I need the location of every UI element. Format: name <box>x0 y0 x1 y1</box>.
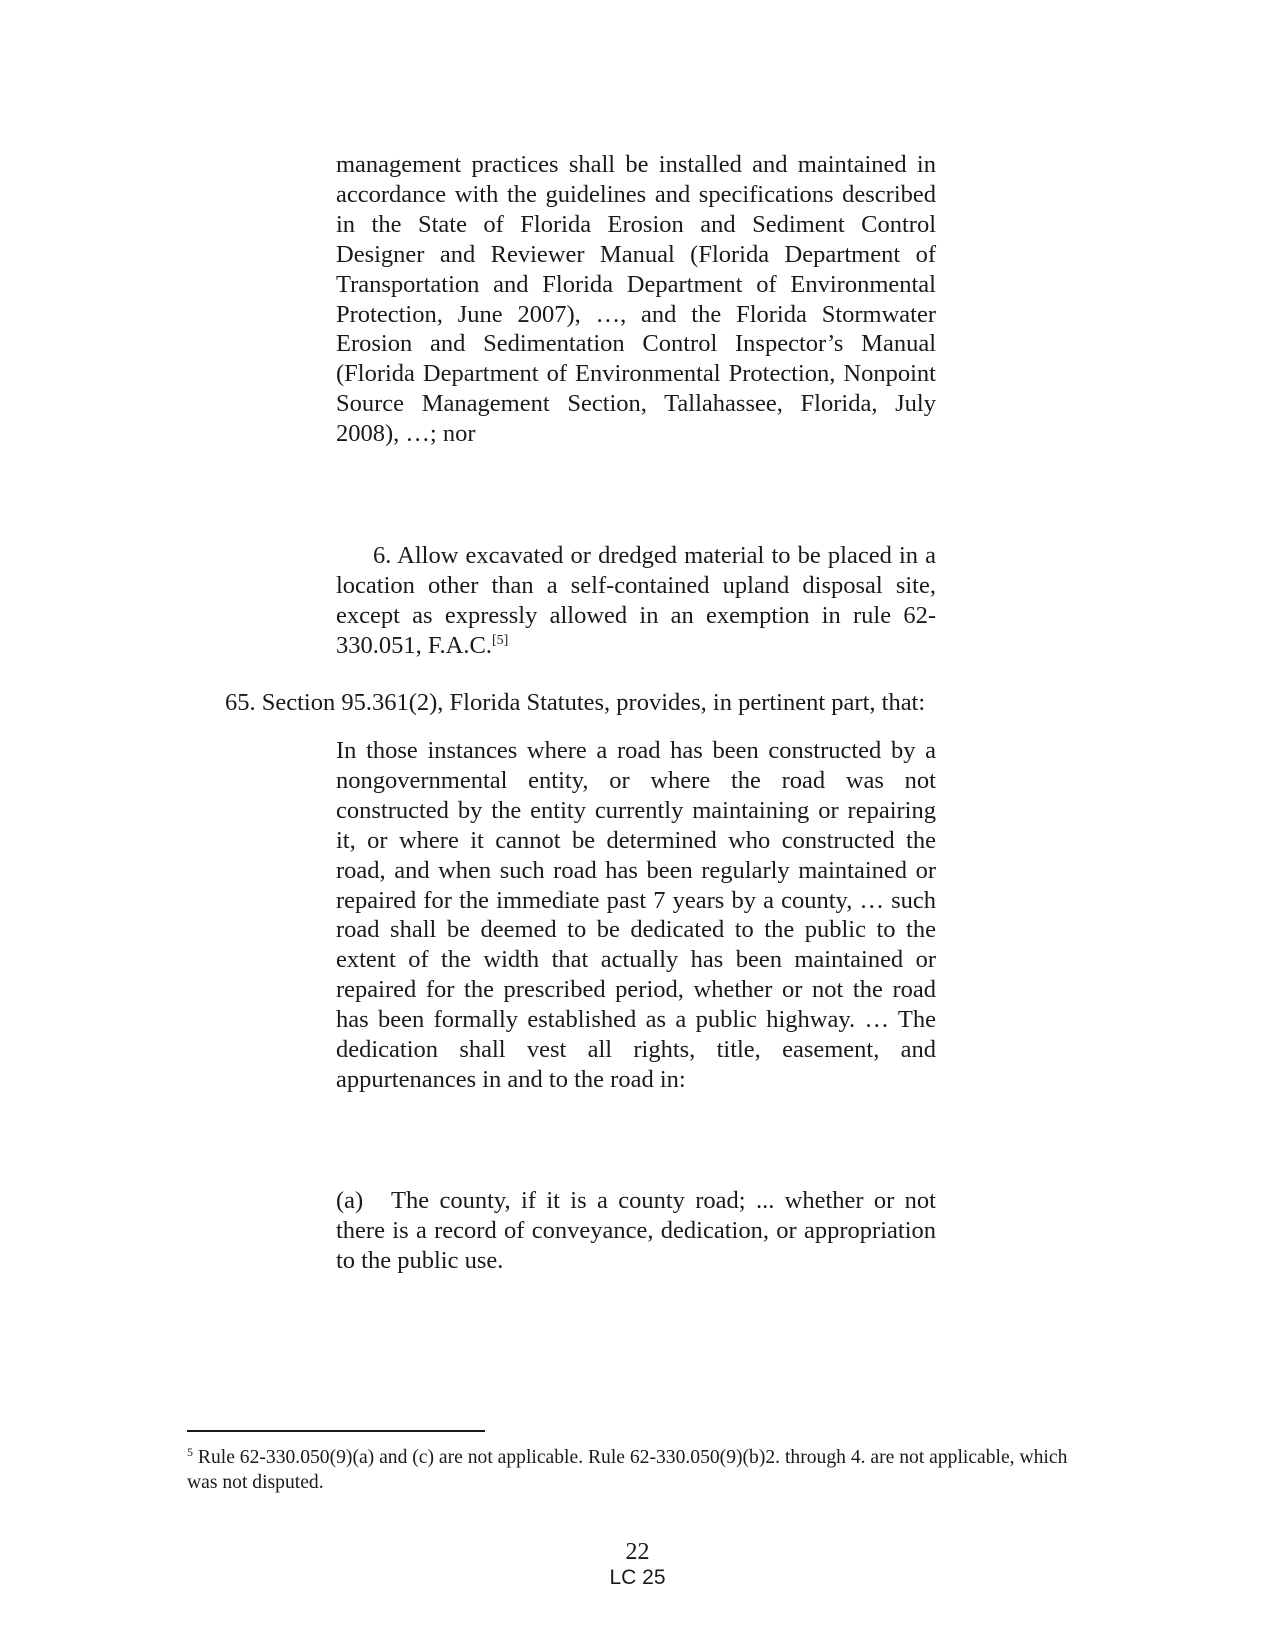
paragraph-65: 65. Section 95.361(2), Florida Statutes, provides, in pertinent part, that: <box>225 689 926 716</box>
block-quote-statute-item-a <box>336 1186 936 1276</box>
footnote-divider <box>187 1430 485 1432</box>
page-number: 22 <box>625 1539 650 1565</box>
footnote-5 <box>187 1445 1075 1495</box>
block-quote-statute: In those instances where a road has been constructed by a nongovernmental entity, or where the road was not constructed by the entity currently maintaining or repairing it, or where it cannot be determined who constructed the road, and when such road has been regularly maintained or repaired for the immediate past 7 years by a county, … such road shall be deemed to be dedicated to the public to the extent of the width that actually has been maintained or repaired for the prescribed period, whether or not the road has been formally established as a public highway. … The dedication shall vest all rights, title, easement, and appurtenances in and to the road in: <box>336 737 936 1093</box>
footnote-reference-5[interactable]: [5] <box>491 632 509 648</box>
item-a-label: (a) <box>336 1187 364 1214</box>
item-6-text: 6. Allow excavated or dredged material to be placed in a location other than a self-contained upland disposal site, except as expressly allowed in an exemption in rule 62-330.051, F.A.C. <box>336 542 936 659</box>
page-code: LC 25 <box>609 1566 666 1589</box>
block-quote-item-6 <box>336 541 936 661</box>
footnote-text: Rule 62-330.050(9)(a) and (c) are not applicable. Rule 62-330.050(9)(b)2. through 4. are not applicable, which was not disputed. <box>187 1447 1068 1493</box>
item-a-text: The county, if it is a county road; ... whether or not there is a record of conveyance, dedication, or appropriation to the public use. <box>336 1187 936 1274</box>
footnote-marker: 5 <box>187 1445 193 1459</box>
block-quote-management-practices: management practices shall be installed and maintained in accordance with the guidelines and specifications described in the State of Florida Erosion and Sediment Control Designer and Reviewer Manual (Florida Department of Transportation and Florida Department of Environmental Protection, June 2007), …, and the Florida Stormwater Erosion and Sedimentation Control Inspector’s Manual (Florida Department of Environmental Protection, Nonpoint Source Management Section, Tallahassee, Florida, July 2008), …; nor <box>336 151 936 448</box>
